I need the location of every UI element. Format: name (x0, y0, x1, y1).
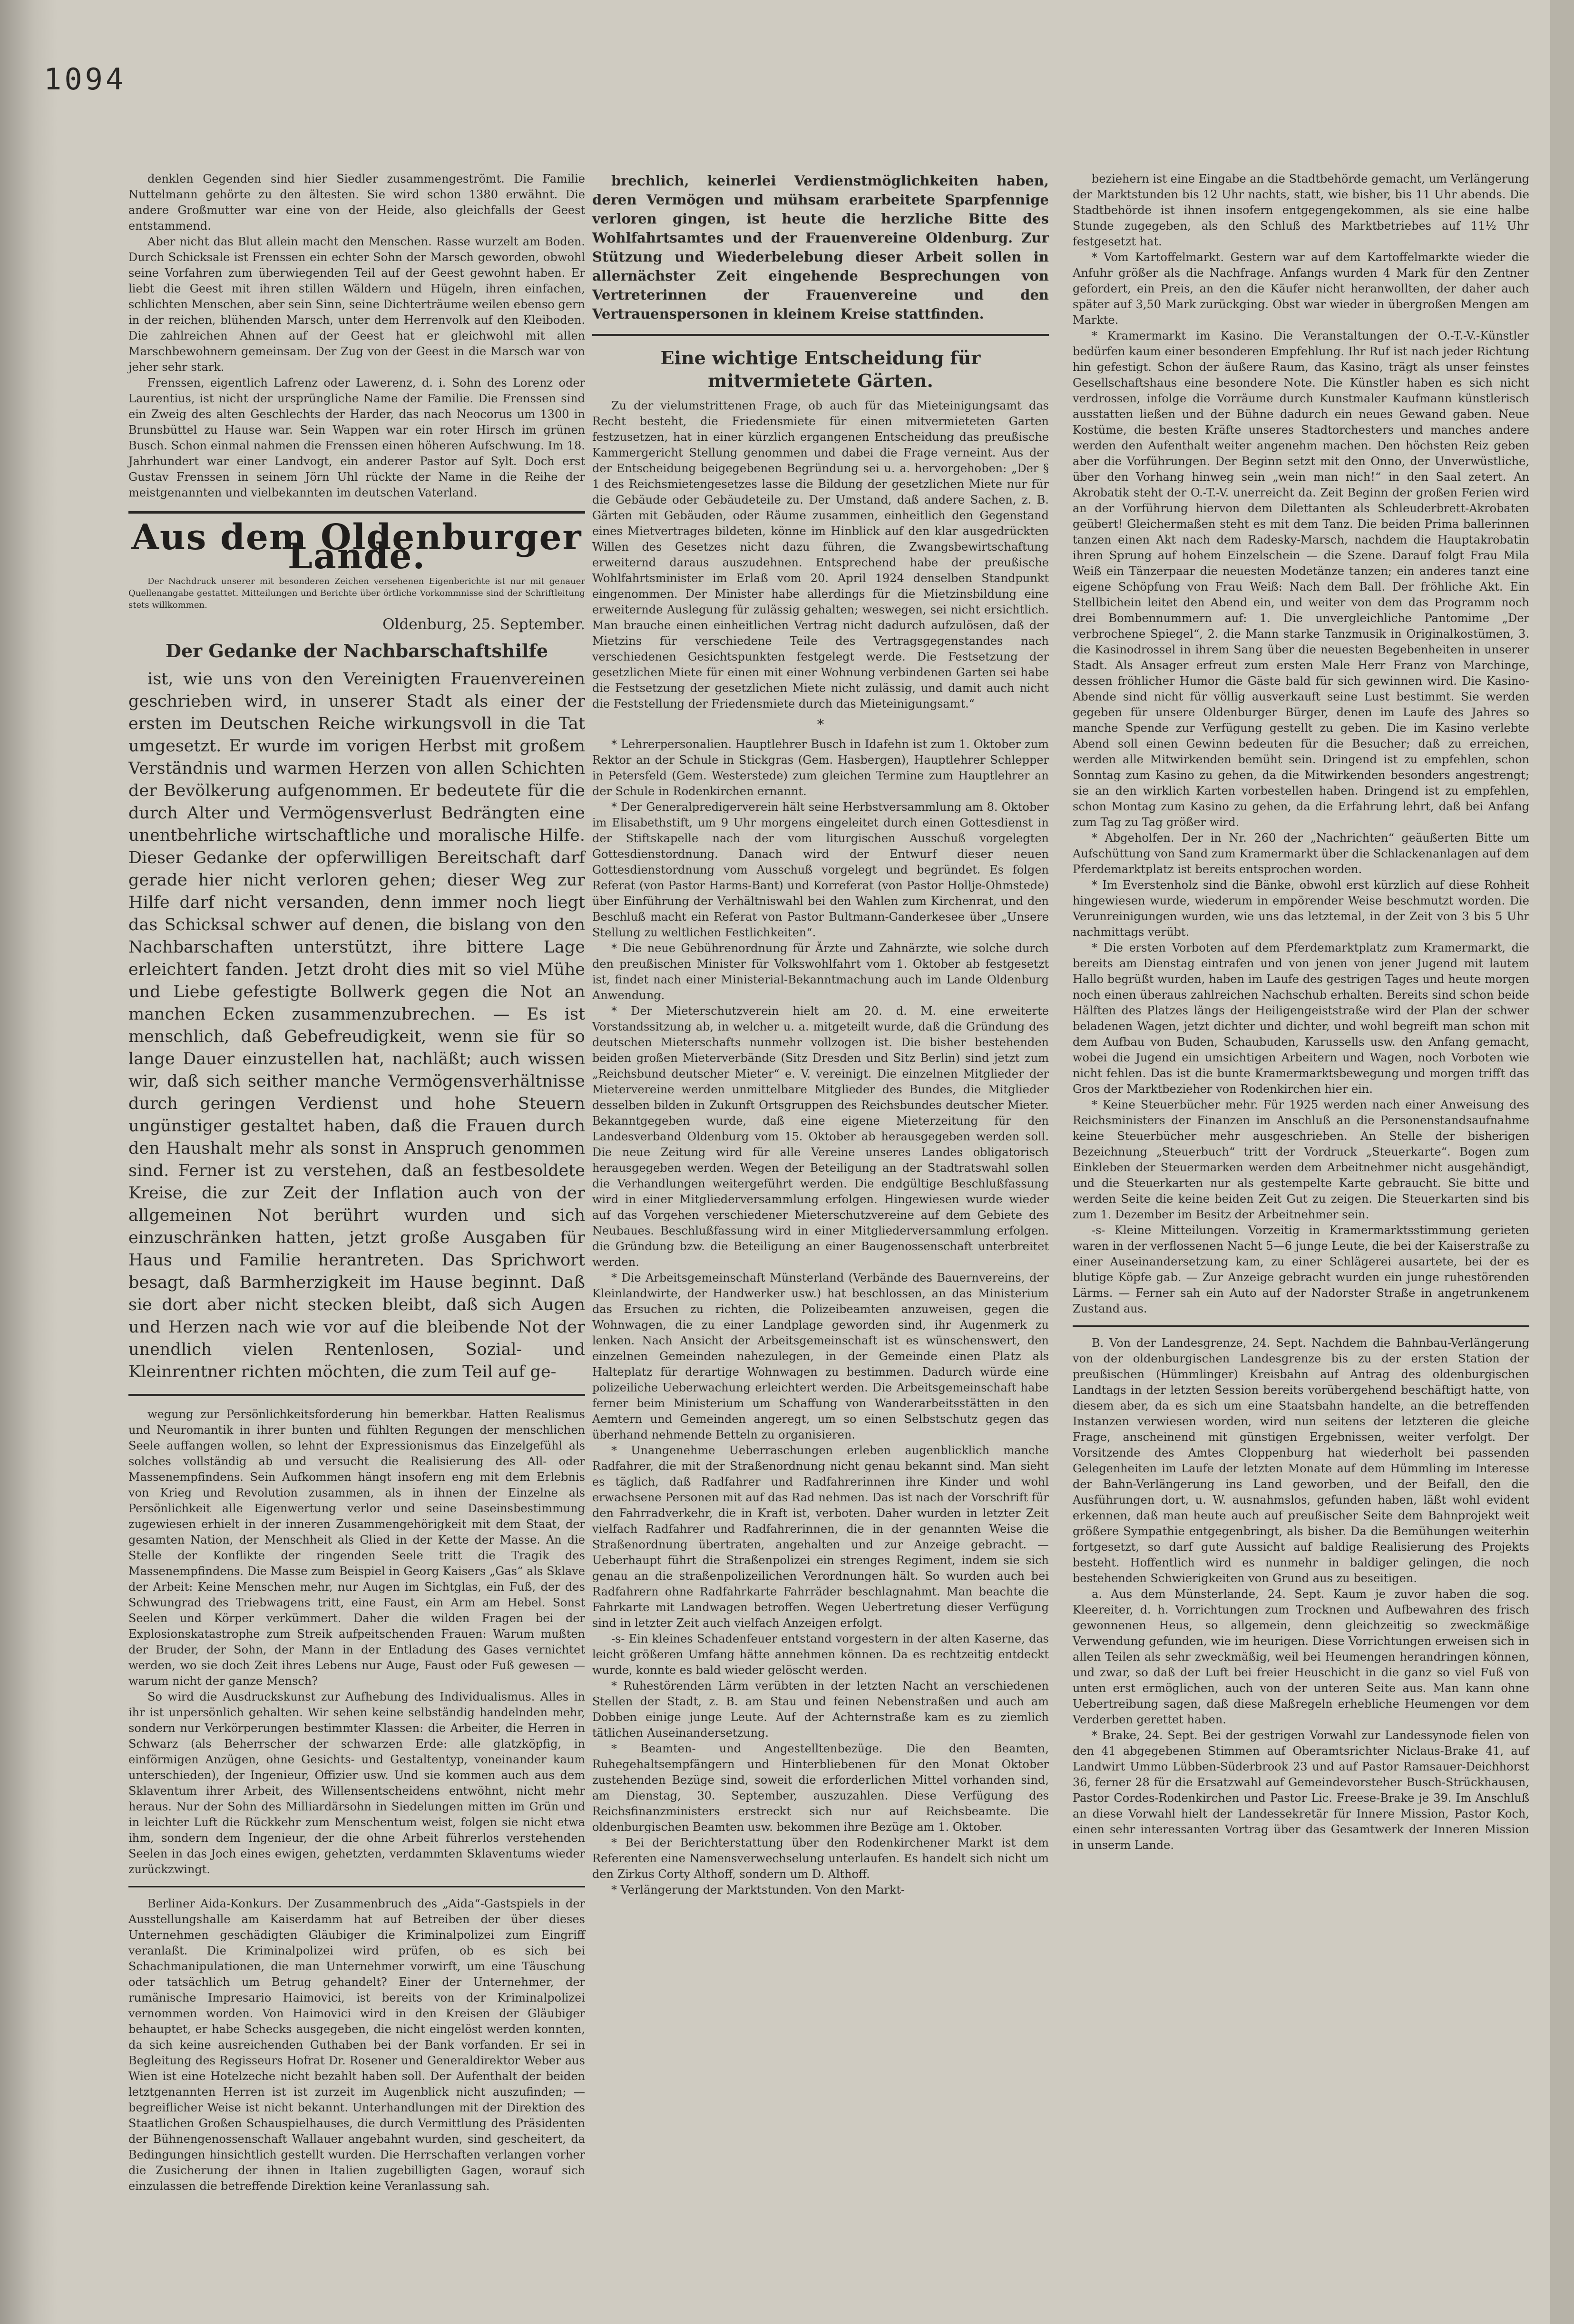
article-frenssen-p3: Frenssen, eigentlich Lafrenz oder Lawerenz, d. i. Sohn des Lorenz oder Laurentius, ist nicht der ursprüngliche Name der Familie. Die Frenssen sind ein Zweig des alten Geschlechts der Harder, das nach Neocorus um 1300 in Brunsbüttel zu Hause war. Sein Wappen war ein roter Hirsch im grünen Busch. Schon einmal nahmen die Frenssen einen höheren Aufschwung. Im 18. Jahrhundert war einer Landvogt, ein anderer Pastor auf Sylt. Doch erst Gustav Frenssen in seinem Jörn Uhl rückte der Name in die Reihe der meistgenannten und vielbekannten im deutschen Vaterland. (128, 376, 585, 499)
article-aida-konkurs: Berliner Aida-Konkurs. Der Zusammenbruch des „Aida“-Gastspiels in der Ausstellungshalle am Kaiserdamm hat auf Betreiben der über dieses Unternehmen geschädigten Gläubiger die Kriminalpolizei zum Eingriff veranlaßt. Die Kriminalpolizei wird prüfen, ob es sich bei Schachmanipulationen, die man Unternehmer vorwirft, um eine Täuschung oder tatsächlich um Betrug gehandelt? Einer der Unternehmer, der rumänische Impresario Haimovici, ist bereits von der Kriminalpolizei vernommen worden. Von Haimovici wird in den Kreisen der Gläubiger behauptet, er habe Schecks ausgegeben, die nicht eingelöst werden konnten, da sich keine ausreichenden Guthaben bei der Bank vorfanden. Er sei in Begleitung des Regisseurs Hofrat Dr. Rosener und Generaldirektor Weber aus Wien ist eine Hotelzeche nicht bezahlt haben soll. Der Aufenthalt der beiden letztgenannten Herren ist ist zurzeit im Augenblick nicht auszufinden; — begreiflicher Weise ist nicht bekannt. Unterhandlungen mit der Direktion des Staatlichen Großen Schauspielhauses, die durch Vermittlung des Präsidenten der Bühnengenossenschaft Wallauer angebahnt wurden, sind gescheitert, da Bedingungen hinsichtlich gestellt wurden. Die Herrschaften verlangen vorher die Zusicherung der ihnen in Italien zugebilligten Gagen, worauf sich einzulassen die betreffende Direktion keine Veranlassung sah. (128, 1897, 585, 2193)
column-3 (1073, 171, 1529, 1853)
article-gaerten: Zu der vielumstrittenen Frage, ob auch für das Mieteinigungsamt das Recht besteht, die Friedensmiete für einen mitvermieteten Garten festzusetzen, hat in einer kürzlich ergangenen Entscheidung das preußische Kammergericht Stellung genommen und dabei die Frage verneint. Aus der der Entscheidung beigegebenen Begründung sei u. a. hervorgehoben: „Der § 1 des Reichsmietengesetzes lasse die Bildung der gesetzlichen Miete nur für die Gebäude oder Gebäudeteile zu. Der Umstand, daß andere Sachen, z. B. Gärten mit Gebäuden, oder Räume zusammen, einheitlich den Gegenstand eines Mietvertrages bildeten, könne im Hinblick auf den klar ausgedrückten Willen des Gesetzes nicht dazu führen, die Zwangsbewirtschaftung erweiternd daraus auszudehnen. Entsprechend habe der preußische Wohlfahrtsminister im Erlaß vom 20. April 1924 denselben Standpunkt eingenommen. Der Minister habe allerdings für die Mietzinsbildung eine erweiternde Auslegung für zulässig gehalten; weswegen, sei nicht ersichtlich. Man brauche einen einheitlichen Vertrag nicht dadurch aufzulösen, daß der Mietzins für verschiedene Teile des Vertragsgegenstandes nach verschiedenen Gesichtspunkten festgelegt werde. Die Festsetzung der gesetzlichen Miete für einen mit einer Wohnung verbindenen Garten sei habe die Festsetzung der gesetzlichen Miete nicht zulässig, und damit auch nicht die Feststellung der Friedensmiete durch das Mieteinigungsamt.“ (592, 399, 1049, 710)
separator-star: * (817, 716, 824, 732)
news-steuerbuecher: * Keine Steuerbücher mehr. Für 1925 werden nach einer Anweisung des Reichsministers der Finanzen im Anschluß an die Personenstandsaufnahme keine Steuerbücher mehr ausgeschrieben. An Stelle der bisherigen Bezeichnung „Steuerbuch“ tritt der Vordruck „Steuerkarte“. Bogen zum Einkleben der Steuermarken werden dem Arbeitnehmer nicht ausgehändigt, und die Steuerkarten nur als gestempelte Karte gebraucht. Sie bitte und werden Seite die keine beiden Zeit Gut zu zeigen. Die Steuerkarten sind bis zum 1. Dezember im Besitz der Arbeitnehmer sein. (1073, 1098, 1529, 1221)
news-brake: * Brake, 24. Sept. Bei der gestrigen Vorwahl zur Landessynode fielen von den 41 abgegebenen Stimmen auf Oberamtsrichter Niclaus-Brake 41, auf Landwirt Ummo Lübben-Süderbrook 23 und auf Pastor Ramsauer-Deichhorst 36, ferner 28 für die Ersatzwahl auf Gemeindevorsteher Busch-Strückhausen, Pastor Cordes-Rodenkirchen und Pastor Lic. Freese-Brake je 39. Im Anschluß an diese Vorwahl hielt der Landessekretär für Innere Mission, Pastor Koch, einen sehr interessanten Vortrag über das Gesamtwerk der Inneren Mission in unserm Lande. (1073, 1729, 1529, 1852)
news-generalpredigerverein: * Der Generalpredigerverein hält seine Herbstversammlung am 8. Oktober im Elisabethstift, um 9 Uhr morgens eingeleitet durch einen Gottesdienst in der Stiftskapelle nach der vom liturgischen Ausschuß vorgelegten Gottesdienstordnung. Danach wird der Entwurf dieser neuen Gottesdienstordnung vom Ausschuß vorgelegt und begründet. Es folgen Referat (von Pastor Harms-Bant) und Korreferat (von Pastor Hollje-Ohmstede) über Einführung der Verhältniswahl bei den Wahlen zum Kirchenrat, und den Beschluß macht ein Referat von Pastor Bultmann-Ganderkesee über „Unsere Stellung zu weltlichen Festlichkeiten“. (592, 800, 1049, 939)
column-3-rule (1073, 1325, 1529, 1327)
headline-nachbarschaftshilfe: Der Gedanke der Nachbarschaftshilfe (166, 640, 548, 661)
news-beamtenbezuege: * Beamten- und Angestelltenbezüge. Die den Beamten, Ruhegehaltsempfängern und Hinterbliebenen für den Monat Oktober zustehenden Bezüge sind, soweit die erforderlichen Mittel vorhanden sind, am Dienstag, 30. September, auszuzahlen. Diese Verfügung des Reichsfinanzministers erstreckt sich nur auf Reichsbeamte. Die oldenburgischen Beamten usw. bekommen ihre Bezüge am 1. Oktober. (592, 1742, 1049, 1834)
news-kartoffelmarkt: * Vom Kartoffelmarkt. Gestern war auf dem Kartoffelmarkte wieder die Anfuhr größer als die Nachfrage. Anfangs wurden 4 Mark für den Zentner gefordert, ein Preis, an den die Käufer nicht heranwollten, der daher auch später auf 3,50 Mark zurückging. Obst war wieder in übergroßen Mengen am Markte. (1073, 251, 1529, 327)
news-mieterschutzverein: * Der Mieterschutzverein hielt am 20. d. M. eine erweiterte Vorstandssitzung ab, in welcher u. a. mitgeteilt wurde, daß die Gründung des deutschen Mieterschafts nunmehr vollzogen ist. Die bisher bestehenden beiden großen Mieterverbände (Sitz Dresden und Sitz Berlin) sind jetzt zum „Reichsbund deutscher Mieter“ e. V. vereinigt. Die einzelnen Mitglieder der Mietervereine werden unmittelbare Mitglieder des Bundes, die Mitglieder desselben bilden in Zukunft Ortsgruppen des Reichsbundes deutscher Mieter. Bekanntgegeben wurde, daß eine eigene Mieterzeitung für den Landesverband Oldenburg vom 15. Oktober ab herausgegeben werden soll. Die neue Zeitung wird für alle Vereine unseres Landes obligatorisch herausgegeben werden. Wegen der Beteiligung an der Stadtratswahl sollen die Verhandlungen weitergeführt werden. Die endgültige Beschlußfassung wird in einer Mitgliederversammlung erfolgen. Hingewiesen wurde wieder auf das Vorgehen verschiedener Mieterschutzvereine auf dem Gebiete des Neubaues. Beschlußfassung wird in einer Mitgliederversammlung erfolgen. die Gründung bzw. die Beteiligung an einer Baugenossenschaft unterbreitet werden. (592, 1004, 1049, 1269)
page-trim (1550, 0, 1574, 2324)
news-arbeitsgemeinschaft: * Die Arbeitsgemeinschaft Münsterland (Verbände des Bauernvereins, der Kleinlandwirte, der Handwerker usw.) hat beschlossen, an das Ministerium das Ersuchen zu richten, die Polizeibeamten anzuweisen, gegen die Wohnwagen, die zu einer Landplage geworden sind, ihr Augenmerk zu lenken. Nach Ansicht der Arbeitsgemeinschaft ist es wünschenswert, den einzelnen Gemeinden nahezulegen, in der Gemeinde einen Platz als Halteplatz für derartige Wohnwagen zu bestimmen. Dadurch würde eine polizeiliche Ueberwachung erleichtert werden. Die Arbeitsgemeinschaft habe ferner beim Ministerium um Schaffung von Wanderarbeitsstätten in den Aemtern und Gemeinden angeregt, um so einen Selbstschutz gegen das überhand nehmende Betteln zu organisieren. (592, 1271, 1049, 1441)
binding-edge (0, 0, 57, 2324)
news-laerm: * Ruhestörenden Lärm verübten in der letzten Nacht an verschiedenen Stellen der Stadt, z. B. am Stau und feinen Nebenstraßen und auch am Dobben einige junge Leute. Auf der Achternstraße kam es zu ziemlich tätlichen Auseinandersetzung. (592, 1679, 1049, 1740)
column-1 (128, 171, 585, 2194)
article-frenssen-p1: denklen Gegenden sind hier Siedler zusammengeströmt. Die Familie Nuttelmann gehörte zu den ältesten. Sie wird schon 1380 erwähnt. Die andere Großmutter war eine von der Heide, also gleichfalls der Geest entstammend. (128, 172, 585, 233)
article-expressionismus-p1: wegung zur Persönlichkeitsforderung hin bemerkbar. Hatten Realismus und Neuromantik in ihrer bunten und fühlten Regungen der menschlichen Seele auffangen wollen, so lehnt der Expressionismus das Einzelgefühl als solches vollständig ab und versucht die Realisierung des All- oder Massenempfindens. Sein Aufkommen hängt insofern eng mit dem Erlebnis von Krieg und Revolution zusammen, als in ihnen der Einzelne als Persönlichkeit alle Eigenwertung verlor und seine Daseinsbestimmung zugewiesen erhielt in der inneren Zusammengehörigkeit mit dem Staat, der gesamten Nation, der Menschheit als Glied in der Kette der Masse. An die Stelle der Konflikte der ringenden Seele tritt die Tragik des Massenempfindens. Die Masse zum Beispiel in Georg Kaisers „Gas“ als Sklave der Arbeit: Keine Menschen mehr, nur Augen im Sichtglas, ein Fuß, der des Schwungrad des Triebwagens tritt, eine Faust, ein Arm am Hebel. Sonst Seelen und Körper verkümmert. Daher die wilden Fragen bei der Explosionskatastrophe zum Streik aufpeitschenden Frauen: Warum mußten der Bruder, der Sohn, der Mann in der Entladung des Gases vernichtet werden, wo sie doch Zeit ihres Lebens nur Auge, Faust oder Fuß gewesen — warum nicht der ganze Mensch? (128, 1408, 585, 1688)
news-landesgrenze: B. Von der Landesgrenze, 24. Sept. Nachdem die Bahnbau-Verlängerung von der oldenburgischen Landesgrenze bis zu der ersten Station der preußischen (Hümmlinger) Kreisbahn auf Antrag des oldenburgischen Landtags in der letzten Session bereits vorübergehend beschäftigt hatte, von diesem aber, da es sich um eine Staatsbahn handelte, an die betreffenden Instanzen verwiesen worden, wird nun seitens der letzteren die gleiche Frage, anscheinend mit günstigen Ergebnissen, weiter verfolgt. Der Vorsitzende des Amtes Cloppenburg hat wiederholt bei passenden Gelegenheiten im Laufe der letzten Monate auf dem Hümmling im Interesse der Bahn-Verlängerung ins Land geworben, und der Beifall, den die Ausführungen dort, u. W. ausnahmslos, gefunden haben, läßt wohl evident erkennen, daß man heute auch auf preußischer Seite dem Bahnprojekt weit größere Sympathie entgegenbringt, als bisher. Da die Bemühungen weiterhin fortgesetzt, so darf gute Aussicht auf baldige Realisierung des Projekts besteht. Hoffentlich wird es nunmehr in baldiger gelingen, die noch bestehenden Schwierigkeiten von Grund aus zu beseitigen. (1073, 1336, 1529, 1585)
news-everstenholz: * Im Everstenholz sind die Bänke, obwohl erst kürzlich auf diese Rohheit hingewiesen wurde, wiederum in empörender Weise beschmutzt worden. Die Verunreinigungen wurden, wie uns das letztemal, in der Zeit von 3 bis 5 Uhr nachmittags verübt. (1073, 878, 1529, 939)
reprint-notice: Der Nachdruck unserer mit besonderen Zeichen versehenen Eigenberichte ist nur mit genauer Quellenangabe gestattet. Mitteilungen und Berichte über örtliche Vorkommnisse sind der Schriftleitung stets willkommen. (128, 576, 585, 610)
news-abgeholfen: * Abgeholfen. Der in Nr. 260 der „Nachrichten“ geäußerten Bitte um Aufschüttung von Sand zum Kramermarkt über die Schlackenanlagen auf dem Pferdemarktplatz ist bereits entsprochen worden. (1073, 831, 1529, 876)
article-nachbarschaftshilfe-cont: brechlich, keinerlei Verdienstmöglichkeiten haben, deren Vermögen und mühsam erarbeitete Sparpfennige verloren gingen, ist heute die herzliche Bitte des Wohlfahrtsamtes und der Frauenvereine Oldenburg. Zur Stützung und Wiederbelebung dieser Arbeit sollen in allernächster Zeit eingehende Besprechungen von Vertreterinnen der Frauenvereine und den Vertrauenspersonen in kleinem Kreise stattfinden. (592, 173, 1049, 322)
section-title: Aus dem Oldenburger Lande. (131, 517, 582, 577)
page-number: 1094 (44, 62, 127, 97)
news-berichterstattung: * Bei der Berichterstattung über den Rodenkirchener Markt ist dem Referenten eine Namensverwechselung unterlaufen. Es handelt sich nicht um den Zirkus Corty Althoff, sondern um D. Althoff. (592, 1836, 1049, 1881)
article-expressionismus-p2: So wird die Ausdruckskunst zur Aufhebung des Individualismus. Alles in ihr ist unpersönlich gehalten. Wir sehen keine selbständig handelnden mehr, sondern nur Verkörperungen bestimmter Klassen: die Arbeiter, die Herren in Schwarz (als Beherrscher der schwarzen Erde: alle glatzköpfig, in einförmigen Anzügen, ohne Gesichts- und Gestaltentyp, voneinander kaum unterschieden), der Ingenieur, Offizier usw. Und sie kommen auch aus dem Sklaventum ihrer Arbeit, des Willensentscheidens entwöhnt, nicht mehr heraus. Nur der Sohn des Milliardärsohn in Siedelungen mitten im Grün und in leichter Luft die Rückkehr zum Menschentum weist, folgen sie nicht etwa ihm, sondern dem Ingenieur, der die ohne Arbeit führerlos verstehenden Seelen in das Joch eines ewigen, gehetzten, verdammten Sklaventums wieder zurückzwingt. (128, 1690, 585, 1876)
column-rule-2 (128, 1886, 585, 1887)
headline-gaerten: Eine wichtige Entscheidung für mitvermietete Gärten. (660, 347, 981, 391)
news-kleine-mitteilungen: -s- Kleine Mitteilungen. Vorzeitig in Kramermarktsstimmung gerieten waren in der verflossenen Nacht 5—6 junge Leute, die bei der Kaiserstraße zu einer Auseinandersetzung kam, zu einer Schlägerei ausartete, bei der es blutige Köpfe gab. — Zur Anzeige gebracht wurden ein junge ruhestörenden Lärms. — Ferner sah ein Auto auf der Nadorster Straße in angetrunkenem Zustand aus. (1073, 1224, 1529, 1315)
news-muensterlande: a. Aus dem Münsterlande, 24. Sept. Kaum je zuvor haben die sog. Kleereiter, d. h. Vorrichtungen zum Trocknen und Aufbewahren des frisch gewonnenen Heus, so allgemein, denn gleichzeitig so zweckmäßige Verwendung gefunden, wie im heurigen. Diese Vorrichtungen erweisen sich in allen Teilen als sehr zweckmäßig, weil bei Heumengen herandringen können, und zwar, so daß der Luft bei freier Heuschicht in die ganz so viel Fuß von unten erst ermöglichen, auch von der unteren Seite aus. Man kann ohne Uebertreibung sagen, daß diese Maßregeln erhebliche Heumengen vor dem Verderben gerettet haben. (1073, 1587, 1529, 1726)
column-2-rule (592, 334, 1049, 336)
news-marktstunden: * Verlängerung der Marktstunden. Von den Markt- (611, 1883, 905, 1896)
article-nachbarschaftshilfe: ist, wie uns von den Vereinigten Frauenvereinen geschrieben wird, in unserer Stadt als einer der ersten im Deutschen Reiche wirkungsvoll in die Tat umgesetzt. Er wurde im vorigen Herbst mit großem Verständnis und warmen Herzen von allen Schichten der Bevölkerung aufgenommen. Er bedeutete für die durch Alter und Vermögensverlust Bedrängten eine unentbehrliche wirtschaftliche und moralische Hilfe. Dieser Gedanke der opferwilligen Bereitschaft darf gerade hier nicht verloren gehen; dieser Weg zur Hilfe darf nicht versanden, denn immer noch liegt das Schicksal schwer auf denen, die bislang von den Nachbarschaften unterstützt, ihre bittere Lage erleichtert fanden. Jetzt droht dies mit so viel Mühe und Liebe gefestigte Bollwerk gegen die Not an manchen Ecken zusammenzubrechen. — Es ist menschlich, daß Gebefreudigkeit, wenn sie für so lange Dauer einzustellen hat, nachläßt; auch wissen wir, daß sich seither manche Vermögensverhältnisse durch geringen Verdienst und hohe Steuern ungünstiger gestaltet haben, daß die Frauen durch den Haushalt mehr als sonst in Anspruch genommen sind. Ferner ist zu verstehen, daß an festbesoldete Kreise, die zur Zeit der Inflation auch von der allgemeinen Not berührt wurden und sich einzuschränken hatten, jetzt große Ausgaben für Haus und Familie herantreten. Das Sprichwort besagt, daß Barmherzigkeit im Hause beginnt. Daß sie dort aber nicht stecken bleibt, daß sich Augen und Herzen nach wie vor auf die bleibende Not der unendlich vielen Rentenlosen, Sozial- und Kleinrentner richten möchten, die zum Teil auf ge- (128, 670, 585, 1381)
news-gebuehrenordnung: * Die neue Gebührenordnung für Ärzte und Zahnärzte, wie solche durch den preußischen Minister für Volkswohlfahrt vom 1. Oktober ab festgesetzt ist, findet nach einer Ministerial-Bekanntmachung auch im Lande Oldenburg Anwendung. (592, 942, 1049, 1002)
news-marktstunden-cont: beziehern ist eine Eingabe an die Stadtbehörde gemacht, um Verlängerung der Marktstunden bis 12 Uhr nachts, statt, wie bisher, bis 11 Uhr abends. Die Stadtbehörde ist ihnen insofern entgegengekommen, als sie eine halbe Stunde zugegeben, als den Schluß des Marktbetriebes auf 11½ Uhr festgesetzt hat. (1073, 172, 1529, 248)
column-2 (592, 171, 1049, 1898)
news-vorboten: * Die ersten Vorboten auf dem Pferdemarktplatz zum Kramermarkt, die bereits am Dienstag eintrafen und von jenen von jener Jugend mit lautem Hallo begrüßt wurden, haben im Laufe des gestrigen Tages und heute morgen noch einen überaus zahlreichen Nachschub erhalten. Bereits sind schon beide Hälften des Platzes längs der Heiligengeiststraße wird der Plan der schwer beladenen Wagen, jetzt dichter und dichter, und wohl begreift man schon mit dem Aufbau von Buden, Schaubuden, Karussells usw. den Anfang gemacht, wobei die Jugend ein umsichtigen Arbeitern und Wagen, noch Vorboten wie nicht fehlen. Das ist die bunte Kramermarktsbewegung und morgen trifft das Gros der Marktbezieher von Rodenkirchen hier ein. (1073, 941, 1529, 1096)
news-lehrerpersonalien: * Lehrerpersonalien. Hauptlehrer Busch in Idafehn ist zum 1. Oktober zum Rektor an der Schule in Stickgras (Gem. Hasbergen), Hauptlehrer Schlepper in Petersfeld (Gem. Westerstede) zum gleichen Termine zum Hauptlehrer an der Schule in Rodenkirchen ernannt. (592, 738, 1049, 798)
section-rule (128, 511, 585, 514)
news-schadenfeuer: -s- Ein kleines Schadenfeuer entstand vorgestern in der alten Kaserne, das leicht größeren Umfang hätte annehmen können. Da es rechtzeitig entdeckt wurde, konnte es bald wieder gelöscht werden. (592, 1632, 1049, 1677)
column-rule (128, 1394, 585, 1396)
dateline-oldenburg: Oldenburg, 25. September. (382, 616, 585, 633)
news-kramermarkt-kasino: * Kramermarkt im Kasino. Die Veranstaltungen der O.-T.-V.-Künstler bedürfen kaum einer besonderen Empfehlung. Ihr Ruf ist nach jeder Richtung hin gefestigt. Schon der äußere Raum, das Kasino, trägt als unser feinstes Gesellschaftshaus eine besondere Note. Die Künstler haben es sich nicht verdrossen, infolge die Vorräume durch Kunstmaler Kaufmann künstlerisch ausstatten ließen und der Bühne dadurch ein neues Gewand gaben. Neue Kostüme, die besten Kräfte unseres Stadtorchesters und manches andere werden den Aufenthalt weiter angenehm machen. Den höchsten Reiz geben aber die Vorführungen. Der Beginn setzt mit den Onno, der Unverwüstliche, über den Vorhang hinweg sein „wein man nich!“ in den Saal zetert. An Akrobatik steht der O.-T.-V. unerreicht da. Zeit Beginn der großen Ferien wird an der Vorführung hiervon dem Dilettanten als Schleuderbrett-Akrobaten geübert! Gleichermaßen steht es mit dem Tanz. Die beiden Prima ballerinnen tanzen einen Akt nach dem Radesky-Marsch, nachdem die Hauptakrobatin ihren Sprung auf hohem Einzelschein — die Szene. Darauf folgt Frau Mila Weiß ein Tänzerpaar die neuesten Modetänze tanzen; ein anderes tanzt eine eigene Schöpfung von Frau Weiß: Nach dem Ball. Der fröhliche Akt. Ein Stellbichein leitet den Abend ein, und weiter von dem das Programm noch drei Bombennummern auf: 1. Die unvergleichliche Pantomime „Der verbrochene Spiegel“, 2. die Mann starke Tanzmusik in Originalkostümen, 3. die Kasinodrossel in ihrem Sang über die neuesten Begebenheiten in unserer Stadt. Als Ansager erfreut zum ersten Male Herr Franz von Marchinge, dessen fröhlicher Humor die Gäste bald für sich gewinnen wird. Die Kasino-Abende sind nicht für völlig ausverkauft seine Lust bestimmt. Sie werden gegeben für unsere Oldenburger Bürger, denen im Laufe des Jahres so manche Spende zur Verfügung gestellt zu geben. Die im Kasino verlebte Abend soll einen Gewinn bedeuten für die Besucher; daß zu erreichen, werden alle Mitwirkenden bemüht sein. Dringend ist zu empfehlen, schon Sonntag zum Kasino zu gehen, da die Mitwirkenden besonders angestrengt; sie an den wirklich Karten vorbestellen haben. Dringend ist zu empfehlen, schon Montag zum Kasino zu gehen, da die Erfahrung lehrt, daß bei Anfang zum Tag zu Tag größer wird. (1073, 329, 1529, 829)
news-radfahrer: * Unangenehme Ueberraschungen erleben augenblicklich manche Radfahrer, die mit der Straßenordnung nicht genau bekannt sind. Man sieht es täglich, daß Radfahrer und Radfahrerinnen ihre Kinder und wohl erwachsene Personen mit auf das Rad nehmen. Das ist nach der Vorschrift für den Fahrradverkehr, die in Kraft ist, verboten. Daher wurden in letzter Zeit vielfach Radfahrer und Radfahrerinnen, die in der genannten Weise die Straßenordnung übertraten, angehalten und zur Anzeige gebracht. — Ueberhaupt führt die Straßenpolizei ein strenges Regiment, indem sie sich genau an die straßenpolizeilichen Verordnungen hält. So wurden auch bei Radfahrern ohne Radfahrkarte Fahrräder beschlagnahmt. Man beachte die Fahrkarte mit Landwagen betroffen. Wegen Uebertretung dieser Verfügung sind in letzter Zeit auch vielfach Anzeigen erfolgt. (592, 1444, 1049, 1630)
article-frenssen-p2: Aber nicht das Blut allein macht den Menschen. Rasse wurzelt am Boden. Durch Schicksale ist Frenssen ein echter Sohn der Marsch geworden, obwohl seine Vorfahren zum überwiegenden Teil auf der Geest gewohnt haben. Er liebt die Geest mit ihren stillen Wäldern und Hügeln, ihren einfachen, schlichten Menschen, aber sein Sinn, seine Dichterträume weilen ebenso gern in der reichen, blühenden Marsch, unter dem Herrenvolk auf den Kleiboden. Die zahlreichen Ahnen auf der Geest hat er gleichwohl mit allen Marschbewohnern gemeinsam. Der Zug von der Geest in die Marsch war von jeher sehr stark. (128, 235, 585, 374)
